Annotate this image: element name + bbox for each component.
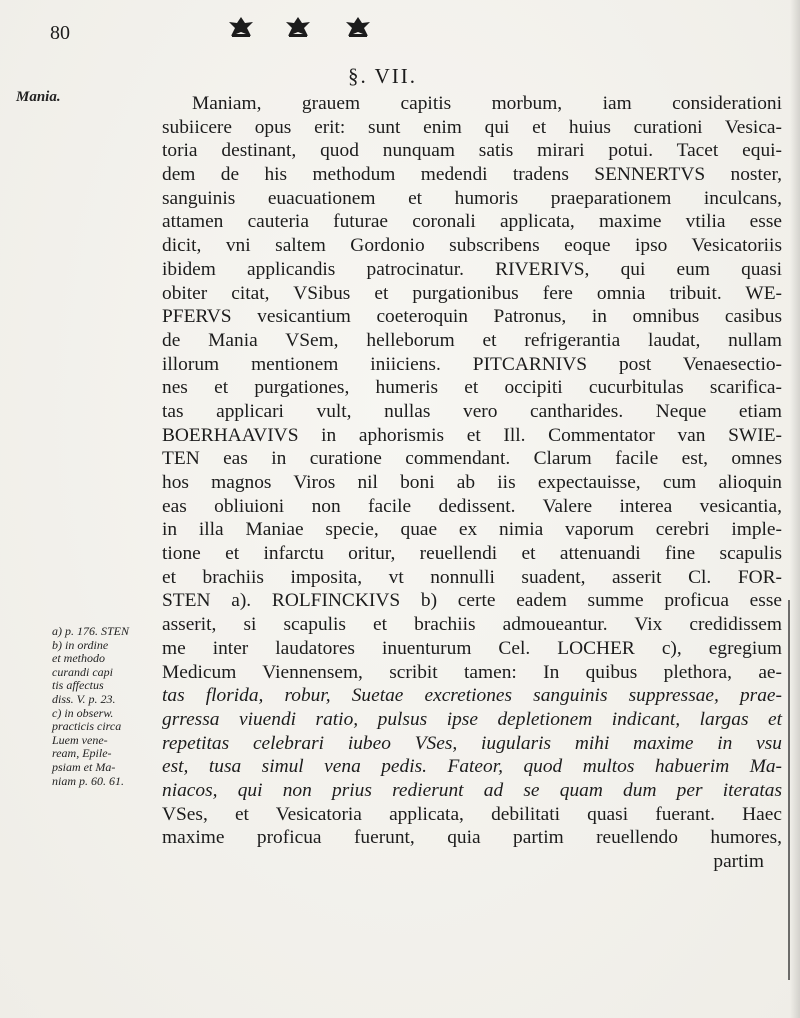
printer-ornaments <box>226 14 406 44</box>
text-line: et brachiis imposita, vt nonnulli suadent, asserit Cl. FOR- <box>162 566 782 588</box>
text-line: de Mania VSem, helleborum et refrigerantia laudat, nullam <box>162 329 782 351</box>
text-line: eas obliuioni non facile dedissent. Valere interea vesicantia, <box>162 495 782 517</box>
text-line: ibidem applicandis patrocinatur. RIVERIVS, qui eum quasi <box>162 258 782 280</box>
text-line: TEN eas in curatione commendant. Clarum facile est, omnes <box>162 448 782 470</box>
margin-note-line: Luem vene- <box>52 732 108 747</box>
text-line: VSes, et Vesicatoria applicata, debilitati quasi fuerant. Haec <box>162 803 782 825</box>
margin-note-topic: Mania. <box>16 89 61 105</box>
text-line: attamen cauteria futurae coronali applicata, maxime vtilia esse <box>162 211 782 233</box>
margin-note-line: niam p. 60. 61. <box>52 773 124 788</box>
margin-note-line: b) in ordine <box>52 637 109 652</box>
text-line: repetitas celebrari iubeo VSes, iugularis mihi maxime in vsu <box>162 732 782 754</box>
fleuron-ornament-3 <box>343 14 373 40</box>
text-line: hos magnos Viros nil boni ab iis expectauisse, cum alioquin <box>162 472 782 493</box>
margin-note-line: practicis circa <box>52 719 122 734</box>
margin-footnotes <box>52 625 164 788</box>
margin-note-line: et methodo <box>52 651 105 666</box>
text-line: PFERVS vesicantium coeteroquin Patronus, in omnibus casibus <box>162 306 782 328</box>
catchword: partim <box>713 851 764 872</box>
page-number: 80 <box>50 22 70 44</box>
text-line: niacos, qui non prius redierunt ad se quam dum per iteratas <box>162 779 782 801</box>
text-line: BOERHAAVIVS in aphorismis et Ill. Commentator van SWIE- <box>162 424 782 446</box>
text-line: tas applicari vult, nullas vero cantharides. Neque etiam <box>162 400 782 422</box>
margin-note-line: psiam et Ma- <box>52 759 116 774</box>
text-line: me inter laudatores inuenturum Cel. LOCHER c), egregium <box>162 637 782 659</box>
margin-note-line: c) in obserw. <box>52 705 114 720</box>
text-line: STEN a). ROLFINCKIVS b) certe eadem summe proficua esse <box>162 590 782 612</box>
section-heading: §. VII. <box>348 64 418 88</box>
margin-note-line: curandi capi <box>52 664 113 679</box>
margin-note-line: diss. V. p. 23. <box>52 691 116 706</box>
text-line: tas florida, robur, Suetae excretiones sanguinis suppressae, prae- <box>162 685 782 707</box>
fleuron-ornament-1 <box>226 14 256 40</box>
text-line: sanguinis euacuationem et humoris praeparationem inculcans, <box>162 187 782 209</box>
text-line: est, tusa simul vena pedis. Fateor, quod multos habuerim Ma- <box>162 756 782 778</box>
text-line: asserit, si scapulis et brachiis admoueantur. Vix credidissem <box>162 614 782 636</box>
text-line: tione et infarctu oritur, reuellendi et attenuandi fine scapulis <box>162 543 782 565</box>
text-line: grressa viuendi ratio, pulsus ipse depletionem indicant, largas et <box>162 708 782 730</box>
text-line: subiicere opus erit: sunt enim qui et huius curationi Vesica- <box>162 116 782 138</box>
text-line: illorum mentionem iniiciens. PITCARNIVS post Venaesectio- <box>162 353 782 375</box>
text-line: toria destinant, quod nunquam satis mirari potui. Tacet equi- <box>162 140 782 162</box>
fleuron-ornament-2 <box>283 14 313 40</box>
text-line: obiter citat, VSibus et purgationibus fere omnia tribuit. WE- <box>162 282 782 304</box>
binding-shadow <box>790 0 800 1018</box>
text-line: dicit, vni saltem Gordonio subscribens eoque ipso Vesicatoriis <box>162 235 782 257</box>
text-line: maxime proficua fuerunt, quia partim reuellendo humores, <box>162 827 782 849</box>
text-line: Medicum Viennensem, scribit tamen: In quibus plethora, ae- <box>162 661 782 683</box>
text-line: nes et purgationes, humeris et occipiti cucurbitulas scarifica- <box>162 377 782 399</box>
body-paragraph <box>162 92 782 874</box>
text-line: in illa Maniae specie, quae ex nimia vaporum cerebri imple- <box>162 519 782 541</box>
margin-note-line: ream, Epile- <box>52 746 112 761</box>
margin-note-line: tis affectus <box>52 678 104 693</box>
margin-note-line: a) p. 176. STEN <box>52 624 130 638</box>
text-line: dem de his methodum medendi tradens SENNERTVS noster, <box>162 164 782 186</box>
text-line: Maniam, grauem capitis morbum, iam considerationi <box>192 93 782 114</box>
